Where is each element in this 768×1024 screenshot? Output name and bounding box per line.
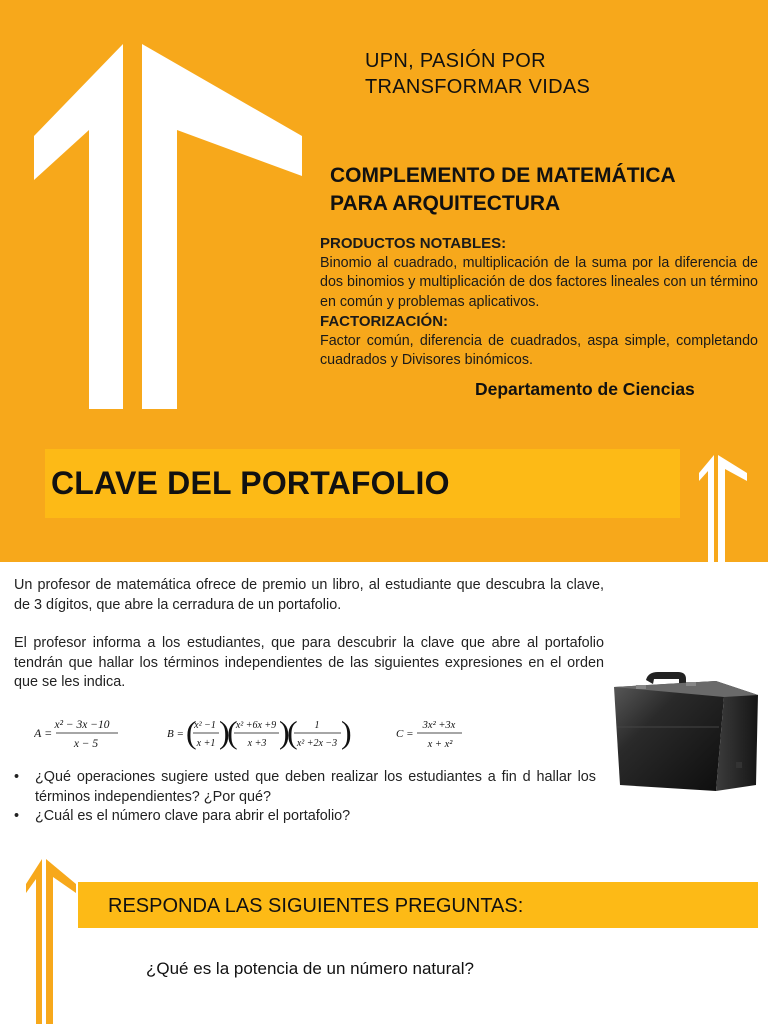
topic-text-factorizacion: Factor común, diferencia de cuadrados, aspa simple, completando cuadrados y Divisores binómicos. xyxy=(320,332,758,368)
clave-title: CLAVE DEL PORTAFOLIO xyxy=(51,465,450,501)
formula-a-label: A = xyxy=(34,726,53,740)
svg-text:): ) xyxy=(279,714,290,750)
formula-b-label: B = xyxy=(167,728,184,740)
topics xyxy=(320,234,758,371)
svg-text:(: ( xyxy=(227,714,238,750)
list-item xyxy=(14,768,596,807)
svg-text:): ) xyxy=(219,714,230,750)
course-title xyxy=(330,162,760,218)
paragraph-instrucciones: El profesor informa a los estudiantes, que para descubrir la clave que abre al portafolio tendrán que hallar los términos independientes de las siguientes expresiones en el orden que se les indica. xyxy=(14,635,604,690)
answer-banner xyxy=(78,882,758,928)
topic-heading-productos: PRODUCTOS NOTABLES: xyxy=(320,235,507,252)
bullet-glyph: • xyxy=(14,769,20,785)
paragraph-premio: Un profesor de matemática ofrece de premio un libro, al estudiante que descubra la clave, de 3 dígitos, que abre la cerradura de un portafolio. xyxy=(14,577,604,613)
topic-heading-factorizacion: FACTORIZACIÓN: xyxy=(320,313,449,330)
topic-text-productos: Binomio al cuadrado, multiplicación de la suma por la diferencia de dos binomios y multiplicación de dos factores lineales con un término en común y problemas aplicativos. xyxy=(320,254,758,310)
upn-logo-icon xyxy=(34,44,314,409)
formula-b-factor3-numerator: 1 xyxy=(314,720,320,731)
answer-title: RESPONDA LAS SIGUIENTES PREGUNTAS: xyxy=(108,895,524,917)
formula-c-numerator: 3x² +3x xyxy=(422,720,456,731)
question-operaciones: ¿Qué operaciones sugiere usted que deben realizar los estudiantes a fin d hallar los términos independientes? ¿Por qué? xyxy=(35,769,596,805)
formula-b-factor1-denominator: x +1 xyxy=(196,738,216,749)
formula-c-denominator: x + x² xyxy=(427,739,453,750)
formula-b-factor2-denominator: x +3 xyxy=(247,738,267,749)
svg-text:): ) xyxy=(341,714,352,750)
clave-banner xyxy=(45,449,680,518)
slogan-line-2: TRANSFORMAR VIDAS xyxy=(365,76,591,98)
expressions-formula xyxy=(34,712,474,758)
formula-b-factor1-numerator: x² −1 xyxy=(194,720,216,731)
course-title-line-1: COMPLEMENTO DE MATEMÁTICA xyxy=(330,164,676,187)
slogan-line-1: UPN, PASIÓN POR xyxy=(365,50,546,72)
bullet-glyph: • xyxy=(14,808,20,824)
briefcase-image xyxy=(606,667,764,792)
svg-text:(: ( xyxy=(287,714,298,750)
list-item xyxy=(14,807,596,827)
question-numero-clave: ¿Cuál es el número clave para abrir el portafolio? xyxy=(35,808,351,824)
slogan xyxy=(365,48,665,100)
formula-b-factor2-numerator: x² +6x +9 xyxy=(235,720,277,731)
course-title-line-2: PARA ARQUITECTURA xyxy=(330,192,561,215)
formula-a-denominator: x − 5 xyxy=(73,738,99,750)
questions-list xyxy=(14,768,596,827)
question-potencia: ¿Qué es la potencia de un número natural? xyxy=(146,959,474,978)
svg-text:(: ( xyxy=(186,714,197,750)
department-label: Departamento de Ciencias xyxy=(475,379,695,399)
formula-c-label: C = xyxy=(396,728,414,740)
formula-b-factor3-denominator: x² +2x −3 xyxy=(296,738,338,749)
upn-logo-small-icon xyxy=(699,453,749,563)
problem-statement xyxy=(14,576,604,712)
upn-logo-bottom-icon xyxy=(26,857,78,1024)
formula-a-numerator: x² − 3x −10 xyxy=(54,719,110,731)
